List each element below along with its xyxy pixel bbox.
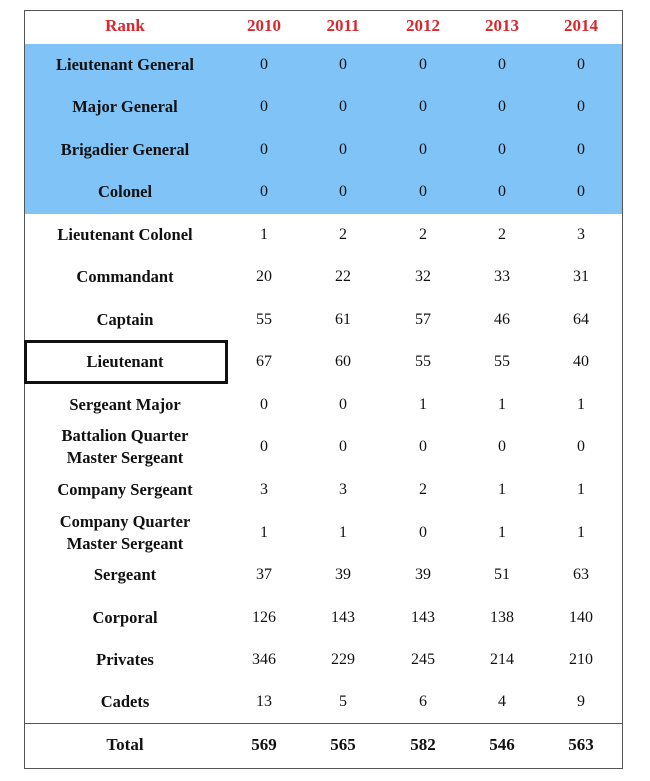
table-cell-value: 0: [419, 183, 427, 200]
table-cell-value: 143: [411, 609, 435, 626]
rank-label-line: Sergeant: [93, 565, 157, 584]
table-cell-value: 0: [260, 396, 268, 413]
rank-label-line: Battalion Quarter: [61, 426, 189, 445]
table-cell-value: 0: [339, 396, 347, 413]
table-cell-value: 1: [260, 226, 268, 243]
table-cell-value: 210: [569, 651, 593, 668]
table-cell-value: 3: [577, 226, 585, 243]
table-cell-value: 1: [577, 396, 585, 413]
table-cell-value: 6: [419, 693, 427, 710]
table-cell-value: 1: [498, 481, 506, 498]
rank-label-line: Brigadier General: [60, 140, 190, 159]
rank-label-line: Master Sergeant: [66, 448, 184, 467]
table-cell-value: 0: [498, 183, 506, 200]
rank-label: [25, 214, 225, 256]
table-cell-value: 0: [419, 438, 427, 455]
table-cell-value: 55: [256, 311, 272, 328]
rank-label-line: Major General: [72, 97, 178, 116]
table-cell-value: 0: [339, 98, 347, 115]
table-cell-value: 0: [577, 141, 585, 158]
table-cell-value: 60: [335, 353, 351, 370]
rank-label-line: Company Quarter: [59, 512, 191, 531]
table-cell-value: 0: [498, 438, 506, 455]
rank-label-line: Cadets: [100, 692, 150, 711]
table-cell-value: 0: [260, 183, 268, 200]
table-cell-value: 4: [498, 693, 506, 710]
table-cell-value: 32: [415, 268, 431, 285]
table-cell-value: 0: [577, 438, 585, 455]
table-cell-value: 22: [335, 268, 351, 285]
rank-label: [25, 512, 225, 554]
table-cell-value: 0: [577, 183, 585, 200]
table-cell-value: 0: [339, 141, 347, 158]
rank-label-line: Lieutenant: [86, 352, 164, 371]
rank-label: [25, 681, 225, 723]
rank-label-line: Privates: [96, 650, 154, 669]
table-cell-value: 0: [339, 438, 347, 455]
table-cell-value: 51: [494, 566, 510, 583]
table-cell-value: 63: [573, 566, 589, 583]
table-cell-value: 2: [419, 226, 427, 243]
table-cell-value: 0: [577, 56, 585, 73]
table-cell-value: 1: [260, 524, 268, 541]
table-cell-value: 39: [415, 566, 431, 583]
table-cell-value: 126: [252, 609, 276, 626]
column-header-year: 2013: [485, 16, 519, 35]
lieutenant-highlight-box: [24, 340, 228, 384]
column-header-year: 2010: [247, 16, 281, 35]
table-cell-value: 37: [256, 566, 272, 583]
total-value: 565: [330, 735, 356, 754]
table-cell-value: 9: [577, 693, 585, 710]
column-header-year: 2014: [564, 16, 598, 35]
rank-label: [25, 469, 225, 511]
table-cell-value: 2: [498, 226, 506, 243]
table-cell-value: 0: [419, 141, 427, 158]
table-cell-value: 55: [494, 353, 510, 370]
column-header-rank: Rank: [105, 16, 145, 35]
table-cell-value: 33: [494, 268, 510, 285]
rank-label-line: Sergeant Major: [69, 395, 181, 414]
rank-label: [25, 256, 225, 298]
table-cell-value: 61: [335, 311, 351, 328]
rank-label: [25, 44, 225, 86]
rank-label: [25, 129, 225, 171]
table-cell-value: 39: [335, 566, 351, 583]
table-cell-value: 0: [339, 183, 347, 200]
table-cell-value: 1: [419, 396, 427, 413]
table-cell-value: 0: [260, 56, 268, 73]
rank-label-line: Corporal: [92, 608, 158, 627]
table-cell-value: 3: [339, 481, 347, 498]
table-cell-value: 55: [415, 353, 431, 370]
table-cell-value: 0: [498, 98, 506, 115]
table-cell-value: 1: [498, 396, 506, 413]
rank-label-line: Captain: [96, 310, 154, 329]
table-cell-value: 0: [419, 56, 427, 73]
rank-label-line: Master Sergeant: [66, 534, 184, 553]
column-header-year: 2012: [406, 16, 440, 35]
table-cell-value: 0: [260, 438, 268, 455]
rank-label: [25, 299, 225, 341]
rank-label: [25, 597, 225, 639]
total-label: Total: [106, 735, 144, 754]
table-cell-value: 0: [498, 56, 506, 73]
table-cell-value: 0: [419, 98, 427, 115]
rank-label-line: Lieutenant Colonel: [57, 225, 193, 244]
table-cell-value: 138: [490, 609, 514, 626]
rank-label: [25, 554, 225, 596]
rank-label: [25, 426, 225, 468]
rank-label-line: Lieutenant General: [56, 55, 194, 74]
rank-label: [25, 639, 225, 681]
column-header-year: 2011: [326, 16, 360, 35]
table-cell-value: 2: [339, 226, 347, 243]
rank-label-line: Company Sergeant: [57, 480, 193, 499]
table-cell-value: 1: [498, 524, 506, 541]
table-cell-value: 143: [331, 609, 355, 626]
total-divider: [25, 723, 622, 724]
total-value: 569: [251, 735, 277, 754]
table-cell-value: 0: [577, 98, 585, 115]
rank-label-line: Commandant: [76, 267, 174, 286]
table-cell-value: 13: [256, 693, 272, 710]
table-cell-value: 40: [573, 353, 589, 370]
table-cell-value: 346: [252, 651, 276, 668]
table-cell-value: 64: [573, 311, 589, 328]
total-value: 582: [410, 735, 436, 754]
table-cell-value: 1: [577, 481, 585, 498]
rank-label-line: Colonel: [97, 182, 153, 201]
table-cell-value: 1: [339, 524, 347, 541]
table-cell-value: 229: [331, 651, 355, 668]
total-value: 563: [568, 735, 594, 754]
table-cell-value: 0: [260, 141, 268, 158]
table-cell-value: 0: [419, 524, 427, 541]
table-cell-value: 20: [256, 268, 272, 285]
rank-label: [25, 86, 225, 128]
table-cell-value: 67: [256, 353, 272, 370]
table-cell-value: 0: [498, 141, 506, 158]
table-cell-value: 245: [411, 651, 435, 668]
table-cell-value: 0: [339, 56, 347, 73]
rank-label: [25, 384, 225, 426]
table-cell-value: 5: [339, 693, 347, 710]
table-cell-value: 2: [419, 481, 427, 498]
table-cell-value: 214: [490, 651, 514, 668]
rank-label: [25, 171, 225, 213]
total-value: 546: [489, 735, 515, 754]
table-cell-value: 31: [573, 268, 589, 285]
table-cell-value: 1: [577, 524, 585, 541]
table-cell-value: 140: [569, 609, 593, 626]
table-cell-value: 57: [415, 311, 431, 328]
table-cell-value: 0: [260, 98, 268, 115]
table-cell-value: 46: [494, 311, 510, 328]
table-cell-value: 3: [260, 481, 268, 498]
